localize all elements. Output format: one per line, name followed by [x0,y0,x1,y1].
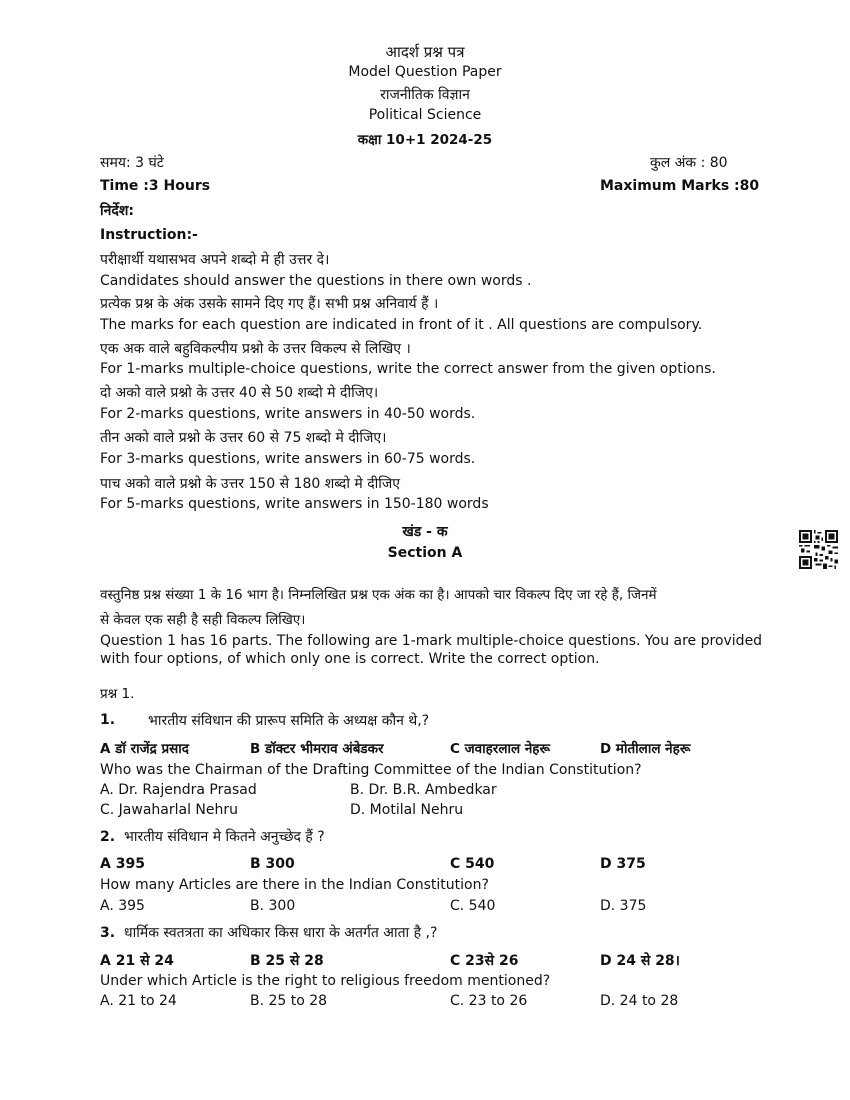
time-hindi: समय: 3 घंटे [100,155,164,171]
question-number: 2. [100,829,116,845]
instruction-heading-hindi: निर्देश: [100,203,134,219]
option-english-b: B. 300 [250,898,296,914]
option-hindi-a: A डॉ राजेंद्र प्रसाद [100,741,189,757]
instruction-line: पाच अको वाले प्रश्नो के उत्तर 150 से 180 शब्दो मे दीजिए [100,476,401,492]
question-number: 3. [100,925,116,941]
instruction-line: For 1-marks multiple-choice questions, write the correct answer from the given options. [100,361,716,377]
option-english-c: C. 23 to 26 [450,993,528,1009]
option-hindi-b: B डॉक्टर भीमराव अंबेडकर [250,741,384,757]
section-intro-english-line1: Question 1 has 16 parts. The following are 1-mark multiple-choice questions. You are provided [100,633,763,649]
title-hindi: आदर्श प्रश्न पत्र [385,43,465,61]
subject-english: Political Science [368,107,482,123]
qr-code-icon [799,530,838,569]
section-intro-hindi-line1: वस्तुनिष्ठ प्रश्न संख्या 1 के 16 भाग है। निम्नलिखित प्रश्न एक अंक का है। आपको चार विकल्प दिए जा रहे हैं, जिनमें [100,587,657,603]
section-intro-hindi-line2: से केवल एक सही है सही विकल्प लिखिए। [100,612,306,628]
option-english-a: A. 21 to 24 [100,993,177,1009]
option-english-d: D. 24 to 28 [600,993,679,1009]
option-english-c: C. 540 [450,898,496,914]
section-title-english: Section A [387,545,463,561]
question-text-hindi: धार्मिक स्वतत्रता का अधिकार किस धारा के अतर्गत आता है ,? [124,925,438,941]
class-year: कक्षा 10+1 2024-25 [357,132,493,148]
instruction-line: For 5-marks questions, write answers in 150-180 words [100,496,489,512]
question-text-hindi: भारतीय संविधान की प्रारूप समिति के अध्यक्ष कौन थे,? [148,713,430,729]
option-english-d: D. 375 [600,898,647,914]
option-english-b: B. Dr. B.R. Ambedkar [350,782,497,798]
question-number: 1. [100,712,116,728]
instruction-line: एक अक वाले बहुविकल्पीय प्रश्नो के उत्तर विकल्प से लिखिए । [100,341,411,357]
question-text-english: Under which Article is the right to religious freedom mentioned? [100,973,551,989]
option-english-b: B. 25 to 28 [250,993,328,1009]
option-english-d: D. Motilal Nehru [350,802,464,818]
instruction-heading-english: Instruction:- [100,227,198,243]
option-hindi-d: D 375 [600,856,646,872]
question-text-hindi: भारतीय संविधान मे कितने अनुच्छेद हैं ? [124,829,325,845]
time-english: Time :3 Hours [100,178,211,194]
title-english: Model Question Paper [348,64,502,80]
subject-hindi: राजनीतिक विज्ञान [380,87,470,103]
option-hindi-d: D 24 से 28। [600,953,680,969]
option-hindi-a: A 21 से 24 [100,953,174,969]
option-hindi-b: B 25 से 28 [250,953,324,969]
section-intro-english-line2: with four options, of which only one is correct. Write the correct option. [100,651,600,667]
option-english-a: A. 395 [100,898,145,914]
marks-hindi: कुल अंक : 80 [650,155,728,171]
instruction-line: For 2-marks questions, write answers in 40-50 words. [100,406,476,422]
instruction-line: तीन अको वाले प्रश्नो के उत्तर 60 से 75 शब्दो मे दीजिए। [100,430,387,446]
option-hindi-c: C 540 [450,856,495,872]
instruction-line: प्रत्येक प्रश्न के अंक उसके सामने दिए गए हैं। सभी प्रश्न अनिवार्य हैं । [100,296,439,312]
option-hindi-c: C 23से 26 [450,953,519,969]
option-hindi-d: D मोतीलाल नेहरू [600,741,691,757]
instruction-line: For 3-marks questions, write answers in 60-75 words. [100,451,476,467]
marks-english: Maximum Marks :80 [600,178,760,194]
option-hindi-b: B 300 [250,856,295,872]
instruction-line: Candidates should answer the questions in there own words . [100,273,532,289]
option-hindi-a: A 395 [100,856,145,872]
option-hindi-c: C जवाहरलाल नेहरू [450,741,550,757]
question-text-english: How many Articles are there in the Indian Constitution? [100,877,489,893]
instruction-line: परीक्षार्थी यथासभव अपने शब्दो मे ही उत्तर दे। [100,252,330,268]
section-title-hindi: खंड - क [402,524,448,540]
question-text-english: Who was the Chairman of the Drafting Committee of the Indian Constitution? [100,762,642,778]
question-group-label: प्रश्न 1. [100,686,135,702]
instruction-line: The marks for each question are indicated in front of it . All questions are compulsory. [100,317,703,333]
option-english-a: A. Dr. Rajendra Prasad [100,782,257,798]
option-english-c: C. Jawaharlal Nehru [100,802,239,818]
instruction-line: दो अको वाले प्रश्नो के उत्तर 40 से 50 शब्दो मे दीजिए। [100,385,379,401]
